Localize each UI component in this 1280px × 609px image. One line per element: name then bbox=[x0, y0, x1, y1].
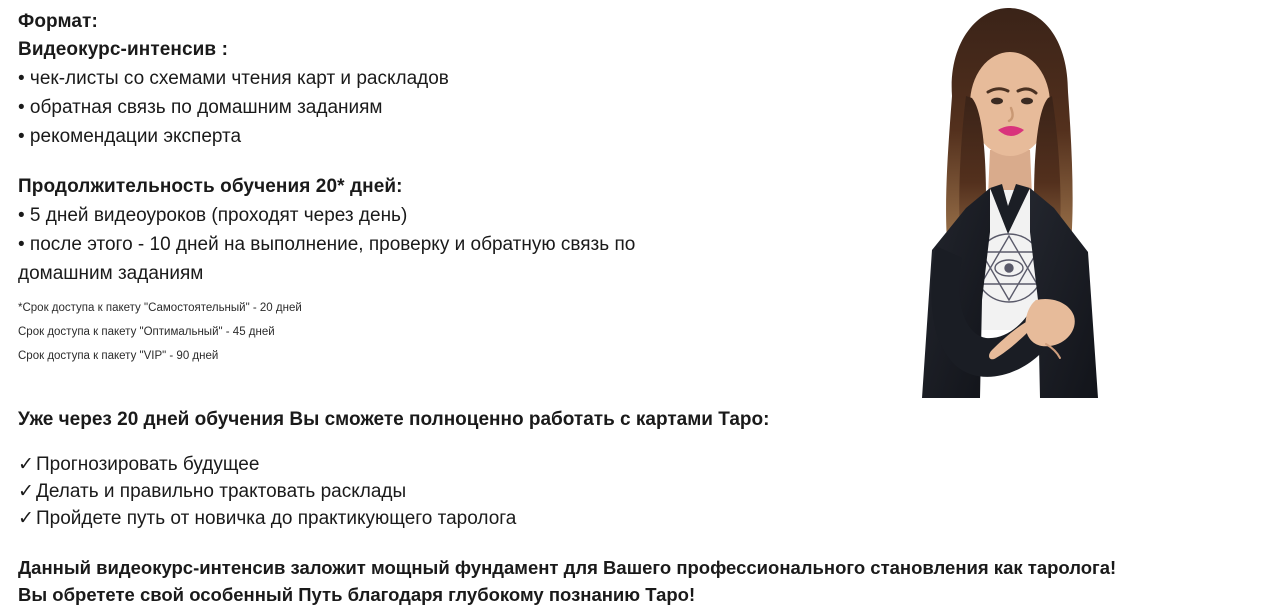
format-heading: Формат: bbox=[18, 11, 98, 32]
result-item-1-label: Прогнозировать будущее bbox=[36, 454, 260, 475]
result-item-2 bbox=[18, 478, 1268, 505]
result-item-1 bbox=[18, 451, 1268, 478]
format-bullet-3: • рекомендации эксперта bbox=[18, 126, 242, 147]
check-icon: ✓ bbox=[18, 454, 34, 475]
result-item-3 bbox=[18, 505, 1268, 532]
results-heading: Уже через 20 дней обучения Вы сможете полноценно работать с картами Таро: bbox=[18, 409, 770, 430]
duration-heading: Продолжительность обучения 20* дней: bbox=[18, 176, 403, 197]
duration-bullet-1: • 5 дней видеоуроков (проходят через день) bbox=[18, 205, 408, 226]
access-note-1: *Срок доступа к пакету "Самостоятельный" - 20 дней bbox=[18, 302, 302, 314]
result-item-3-label: Пройдете путь от новичка до практикующего таролога bbox=[36, 508, 517, 529]
format-bullet-1: • чек-листы со схемами чтения карт и раскладов bbox=[18, 68, 449, 89]
spacer-4 bbox=[18, 532, 1268, 554]
duration-bullet-2-cont: домашним заданиям bbox=[18, 263, 204, 284]
closing-line-2: Вы обретете свой особенный Путь благодаря глубокому познанию Таро! bbox=[18, 584, 696, 605]
spacer-1 bbox=[18, 151, 848, 173]
format-section bbox=[18, 8, 848, 368]
spacer-3 bbox=[18, 435, 1268, 451]
closing-line-1: Данный видеокурс-интенсив заложит мощный фундамент для Вашего профессионального становления как таролога! bbox=[18, 557, 1117, 578]
course-type-label: Видеокурс-интенсив : bbox=[18, 39, 228, 60]
check-icon: ✓ bbox=[18, 508, 34, 529]
spacer-2 bbox=[18, 288, 848, 296]
instructor-photo bbox=[840, 0, 1160, 398]
access-note-3: Срок доступа к пакету "VIP" - 90 дней bbox=[18, 350, 219, 362]
check-icon: ✓ bbox=[18, 481, 34, 502]
results-section bbox=[18, 405, 1268, 608]
access-note-2: Срок доступа к пакету "Оптимальный" - 45 дней bbox=[18, 326, 275, 338]
result-item-2-label: Делать и правильно трактовать расклады bbox=[36, 481, 407, 502]
duration-bullet-2: • после этого - 10 дней на выполнение, проверку и обратную связь по bbox=[18, 234, 636, 255]
format-bullet-2: • обратная связь по домашним заданиям bbox=[18, 97, 383, 118]
